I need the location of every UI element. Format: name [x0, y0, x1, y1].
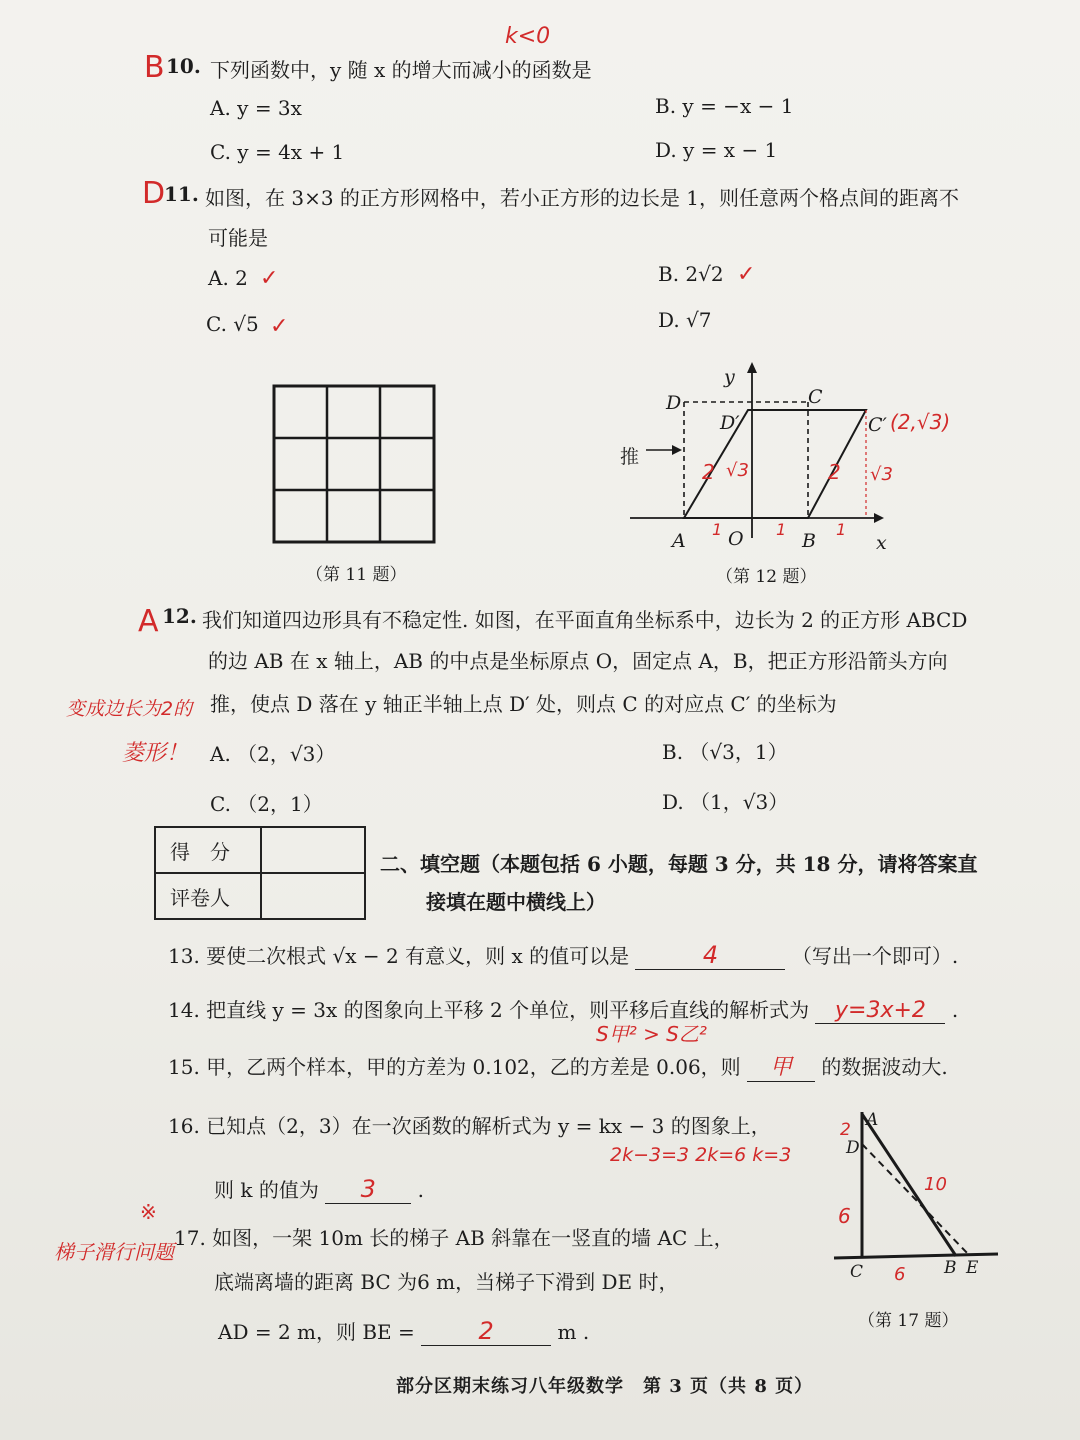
fig12-x-label: x	[876, 532, 887, 554]
fig12-one-b: 1	[776, 520, 787, 539]
q10-note: k<0	[505, 24, 551, 49]
fig12-sqrt-left: √3	[726, 460, 749, 481]
q11-stem-line2: 可能是	[208, 226, 268, 250]
q10-stem: 下列函数中，y 随 x 的增大而减小的函数是	[210, 58, 592, 82]
q12-option-d: D. （1，√3）	[662, 790, 789, 814]
q12-line1: 我们知道四边形具有不稳定性. 如图，在平面直角坐标系中，边长为 2 的正方形 ABCD	[202, 608, 968, 632]
q12-option-a: A. （2，√3）	[210, 742, 336, 766]
q11-stem-line1: 如图，在 3×3 的正方形网格中，若小正方形的边长是 1，则任意两个格点间的距离不	[205, 186, 960, 210]
q15-answer-blank[interactable]	[747, 1050, 815, 1082]
fig17-c-label: C	[850, 1262, 864, 1282]
fig17-ladder-figure	[830, 1106, 1010, 1276]
q10-option-a: A. y = 3x	[210, 96, 302, 120]
fig12-y-label: y	[724, 366, 735, 388]
score-cell	[261, 827, 365, 873]
q13	[168, 940, 958, 970]
fig12-side-right: 2	[828, 460, 841, 484]
q12-answer-mark: A	[138, 604, 159, 639]
fig17-b-label: B	[944, 1258, 957, 1278]
q17-line3	[218, 1316, 589, 1346]
fig17-ladder-length: 10	[924, 1174, 947, 1195]
q15-note: S甲² > S乙²	[596, 1022, 707, 1046]
fig17-ad-length: 2	[840, 1120, 851, 1140]
q16-line1	[168, 1110, 771, 1139]
q11-option-a: A. 2	[208, 266, 248, 290]
score-label: 得 分	[155, 827, 261, 873]
fig12-d-label: D	[666, 392, 682, 414]
fig12-push-label: 推	[620, 446, 640, 468]
fig12-side-left: 2	[702, 460, 715, 484]
score-table	[154, 826, 366, 920]
check-mark: ✓	[737, 262, 756, 287]
fig17-caption: （第 17 题）	[858, 1311, 959, 1331]
q17-tail: m .	[557, 1320, 590, 1344]
q12-side-note2: 菱形！	[122, 741, 189, 766]
q11-answer-mark: D	[142, 176, 166, 211]
q13-number: 13.	[168, 944, 200, 968]
q10-option-c: C. y = 4x + 1	[210, 140, 345, 164]
q16-stem: 已知点（2，3）在一次函数的解析式为 y = kx − 3 的图象上，	[206, 1114, 771, 1138]
q17-line2: 底端离墙的距离 BC 为6 m，当梯子下滑到 DE 时，	[214, 1270, 679, 1294]
q16-tail: .	[417, 1178, 424, 1202]
q14-answer: y=3x+2	[835, 998, 926, 1023]
check-mark: ✓	[270, 314, 289, 339]
check-mark: ✓	[260, 266, 279, 291]
q10-answer-mark: B	[144, 50, 165, 85]
fig12-one-c: 1	[836, 520, 847, 539]
page-footer: 部分区期末练习八年级数学 第 3 页（共 8 页）	[396, 1376, 814, 1397]
q16-number: 16.	[168, 1114, 200, 1138]
q17-number: 17.	[174, 1226, 206, 1250]
q14-number: 14.	[168, 998, 200, 1022]
q12-option-c: C. （2，1）	[210, 792, 323, 816]
fig12-sqrt-right: √3	[870, 464, 893, 485]
q12-number: 12.	[162, 604, 197, 628]
q13-tail: （写出一个即可）.	[791, 944, 959, 968]
q14-stem: 把直线 y = 3x 的图象向上平移 2 个单位，则平移后直线的解析式为	[206, 998, 810, 1022]
q15-tail: 的数据波动大.	[821, 1055, 948, 1079]
q12-side-note1: 变成边长为2的	[66, 698, 193, 720]
fig12-dprime-label: D′	[720, 412, 740, 434]
q16-answer-blank[interactable]	[325, 1175, 411, 1204]
q10-number: 10.	[166, 54, 201, 78]
q11-number: 11.	[164, 182, 199, 206]
fig17-e-label: E	[966, 1258, 979, 1278]
q17-line1	[174, 1222, 734, 1251]
q12-line3: 推，使点 D 落在 y 轴正半轴上点 D′ 处，则点 C 的对应点 C′ 的坐标为	[210, 692, 837, 716]
q10-option-d: D. y = x − 1	[655, 138, 778, 162]
q16-line2	[214, 1174, 424, 1204]
q17-side-note: 梯子滑行问题	[54, 1240, 174, 1264]
q17-stem3: AD = 2 m，则 BE =	[218, 1320, 415, 1344]
q15-stem: 甲，乙两个样本，甲的方差为 0.102，乙的方差是 0.06，则	[206, 1055, 741, 1079]
q11-option-b: B. 2√2	[658, 262, 724, 286]
grid-3x3-figure	[272, 384, 438, 546]
fig12-o-label: O	[728, 528, 744, 550]
grader-label: 评卷人	[155, 873, 261, 919]
q12-line2: 的边 AB 在 x 轴上，AB 的中点是坐标原点 O，固定点 A，B，把正方形沿箭头方向	[208, 649, 948, 673]
q13-answer-blank[interactable]	[635, 941, 785, 970]
q11-option-c: C. √5	[206, 312, 259, 336]
q14	[168, 994, 958, 1024]
fig12-c-label: C	[808, 386, 823, 408]
q13-stem: 要使二次根式 √x − 2 有意义，则 x 的值可以是	[206, 944, 630, 968]
fig12-one-a: 1	[712, 520, 723, 539]
q11-option-d: D. √7	[658, 308, 712, 332]
fig17-wall-length: 6	[838, 1204, 851, 1228]
fig17-d-label: D	[846, 1138, 860, 1158]
q17-stem1: 如图，一架 10m 长的梯子 AB 斜靠在一竖直的墙 AC 上，	[212, 1226, 734, 1250]
section2-heading-line2: 接填在题中横线上）	[426, 890, 606, 914]
q17-star: ※	[140, 1200, 157, 1224]
fig17-bc-length: 6	[894, 1264, 906, 1285]
q13-answer: 4	[702, 941, 719, 969]
q17-answer: 2	[478, 1317, 494, 1345]
fig12-a-label: A	[672, 530, 686, 552]
section2-heading-line1: 二、填空题（本题包括 6 小题，每题 3 分，共 18 分，请将答案直	[380, 852, 978, 876]
fig12-cprime-label: C′	[868, 414, 887, 436]
q15-number: 15.	[168, 1055, 200, 1079]
q16-answer: 3	[360, 1175, 376, 1203]
q17-answer-blank[interactable]	[421, 1317, 551, 1346]
q12-option-b: B. （√3，1）	[662, 740, 788, 764]
q14-tail: .	[951, 998, 959, 1022]
fig12-cprime-coord: (2,√3)	[890, 410, 951, 434]
fig11-caption: （第 11 题）	[306, 565, 407, 585]
fig12-b-label: B	[802, 530, 816, 552]
q16-stem2: 则 k 的值为	[214, 1178, 319, 1202]
q10-option-b: B. y = −x − 1	[655, 94, 794, 118]
grader-cell	[261, 873, 365, 919]
q15	[168, 1050, 948, 1082]
q14-answer-blank[interactable]	[815, 998, 945, 1024]
q16-work: 2k−3=3 2k=6 k=3	[610, 1144, 792, 1166]
fig12-caption: （第 12 题）	[716, 567, 817, 587]
fig17-a-label: A	[866, 1110, 879, 1130]
q15-answer: 甲	[770, 1055, 793, 1080]
